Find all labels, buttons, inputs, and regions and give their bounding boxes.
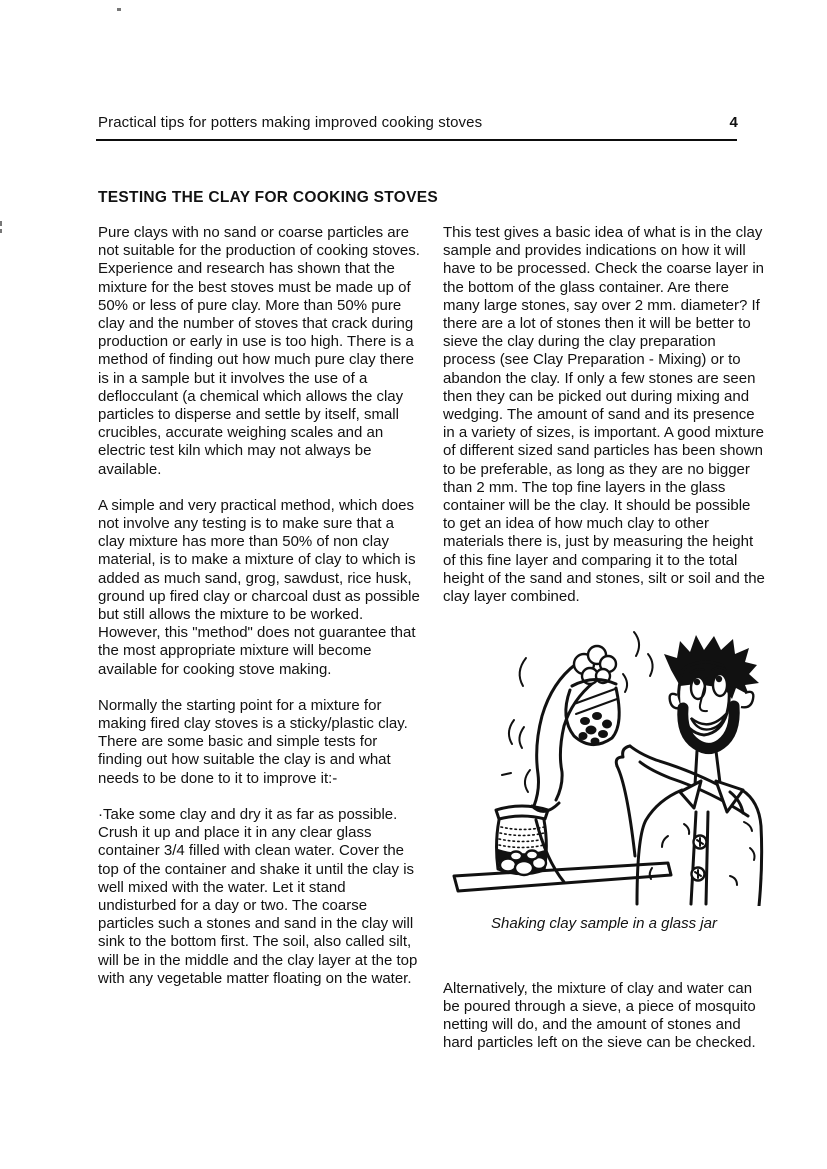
left-column — [98, 224, 424, 1006]
right-column — [443, 224, 765, 1070]
figure-caption: Shaking clay sample in a glass jar — [491, 915, 717, 933]
paragraph: This test gives a basic idea of what is in the clay sample and provides indications on how it will have to be processed. Check the coarse layer in the bottom of the glass container. Are there many large stones, say over 2 mm. diameter? If there are a lot of stones then it will be better to sieve the clay during the clay preparation process (see Clay Preparation - Mixing) or to abandon the clay. If only a few stones are seen then they can be picked out during mixing and wedging. The amount of sand and its presence in a variety of sizes, is important. A good mixture of different sized sand particles has been shown to be preferable, as long as they are no bigger than 2 mm. The top fine layers in the glass container will be the clay. It should be possible to get an idea of how much clay to other materials there is, just by measuring the height of this fine layer and comparing it to the total height of the sand and stones, silt or soil and the clay layer combined. — [443, 224, 765, 606]
paragraph: Normally the starting point for a mixture for making fired clay stoves is a sticky/plastic clay. There are some basic and simple tests for finding out how suitable the clay is and what needs to be done to it to improve it:- — [98, 696, 408, 787]
figure-shaking-jar — [443, 624, 765, 933]
section-title: TESTING THE CLAY FOR COOKING STOVES — [98, 189, 439, 206]
paragraph: Pure clays with no sand or coarse particles are not suitable for the production of cooking stoves. Experience and research has shown that the mixture for the best stoves must be made up of 50% or less of pure clay. More than 50% pure clay and the number of stoves that crack during production or early in use is too high. There is a method of finding out how much pure clay there is in a sample but it involves the use of a deflocculant (a chemical which allows the clay particles to disperse and settle by itself, small crucibles, accurate weighing scales and an electric test kiln which may not always be available. — [98, 224, 420, 478]
paragraph: A simple and very practical method, which does not involve any testing is to make sure that a clay mixture has more than 50% of non clay material, is to make a mixture of clay to which is added as much sand, grog, sawdust, rice husk, ground up fired clay or charcoal dust as possible but still allows the mixture to be worked. However, this "method" does not guarantee that the most appropriate mixture will become available for cooking stove making. — [98, 496, 420, 678]
paragraph: Alternatively, the mixture of clay and water can be poured through a sieve, a piece of mosquito netting will do, and the amount of stones and hard particles left on the sieve can be checked. — [443, 979, 756, 1052]
scan-artifact — [0, 221, 2, 226]
scan-artifact — [0, 229, 2, 233]
illustration-shaking-clay-jar — [444, 624, 764, 906]
scan-artifact — [117, 8, 121, 11]
header-rule — [96, 139, 737, 141]
header-title: Practical tips for potters making improved cooking stoves — [98, 114, 483, 131]
page-number: 4 — [729, 114, 738, 131]
running-header — [98, 114, 738, 131]
paragraph: ·Take some clay and dry it as far as possible. Crush it up and place it in any clear glass container 3/4 filled with clean water. Cover the top of the container and shake it until the clay is well mixed with the water. Let it stand undisturbed for a day or two. The coarse particles such a stones and sand in the clay will sink to the bottom first. The soil, also called silt, will be in the middle and the clay layer at the top with any vegetable matter floating on the water. — [98, 805, 418, 987]
